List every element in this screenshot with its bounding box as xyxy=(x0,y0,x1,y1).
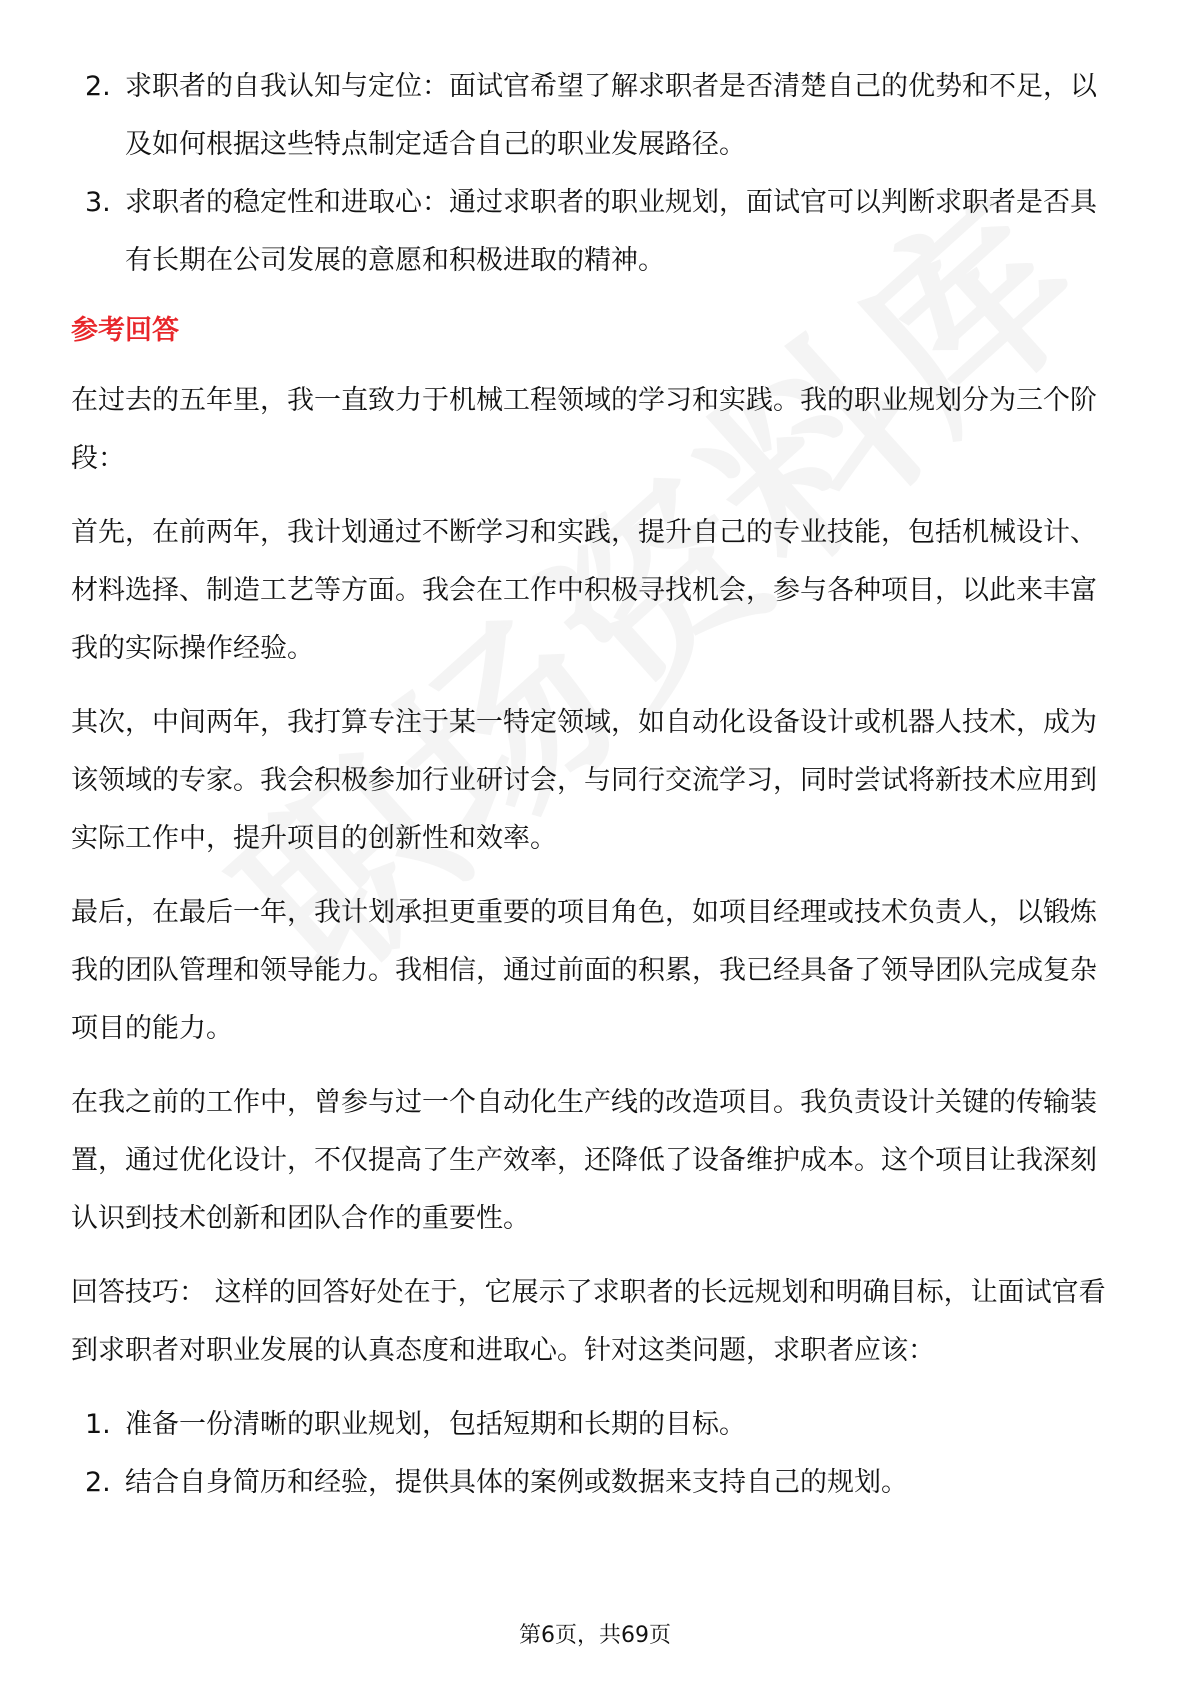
tips-paragraph: 回答技巧： 这样的回答好处在于，它展示了求职者的长远规划和明确目标，让面试官看到求职者对职业发展的认真态度和进取心。针对这类问题，求职者应该： xyxy=(71,1277,1106,1366)
list-item xyxy=(71,58,1121,174)
list-item-text: 求职者的自我认知与定位：面试官希望了解求职者是否清楚自己的优势和不足，以及如何根据这些特点制定适合自己的职业发展路径。 xyxy=(125,71,1097,160)
criteria-list xyxy=(71,58,1121,290)
list-number: 2. xyxy=(85,71,111,102)
page-footer: 第6页，共69页 xyxy=(519,1623,671,1648)
list-number: 3. xyxy=(85,187,111,218)
list-number: 1. xyxy=(85,1409,111,1440)
list-item xyxy=(71,174,1121,290)
answer-paragraph: 在过去的五年里，我一直致力于机械工程领域的学习和实践。我的职业规划分为三个阶段： xyxy=(71,385,1097,474)
tips-list xyxy=(71,1396,1121,1512)
list-number: 2. xyxy=(85,1467,111,1498)
answer-paragraph: 首先，在前两年，我计划通过不断学习和实践，提升自己的专业技能，包括机械设计、材料选择、制造工艺等方面。我会在工作中积极寻找机会，参与各种项目，以此来丰富我的实际操作经验。 xyxy=(71,517,1097,664)
list-item xyxy=(71,1396,1121,1454)
list-item-text: 准备一份清晰的职业规划，包括短期和长期的目标。 xyxy=(125,1409,746,1440)
page-content xyxy=(71,58,1121,1528)
list-item-text: 求职者的稳定性和进取心：通过求职者的职业规划，面试官可以判断求职者是否具有长期在公司发展的意愿和积极进取的精神。 xyxy=(125,187,1097,276)
answer-paragraph: 其次，中间两年，我打算专注于某一特定领域，如自动化设备设计或机器人技术，成为该领域的专家。我会积极参加行业研讨会，与同行交流学习，同时尝试将新技术应用到实际工作中，提升项目的创新性和效率。 xyxy=(71,707,1097,854)
list-item-text: 结合自身简历和经验，提供具体的案例或数据来支持自己的规划。 xyxy=(125,1467,908,1498)
section-heading: 参考回答 xyxy=(71,315,179,346)
list-item xyxy=(71,1454,1121,1512)
answer-paragraph: 最后，在最后一年，我计划承担更重要的项目角色，如项目经理或技术负责人，以锻炼我的团队管理和领导能力。我相信，通过前面的积累，我已经具备了领导团队完成复杂项目的能力。 xyxy=(71,897,1097,1044)
answer-paragraph: 在我之前的工作中，曾参与过一个自动化生产线的改造项目。我负责设计关键的传输装置，通过优化设计，不仅提高了生产效率，还降低了设备维护成本。这个项目让我深刻认识到技术创新和团队合作的重要性。 xyxy=(71,1087,1097,1234)
